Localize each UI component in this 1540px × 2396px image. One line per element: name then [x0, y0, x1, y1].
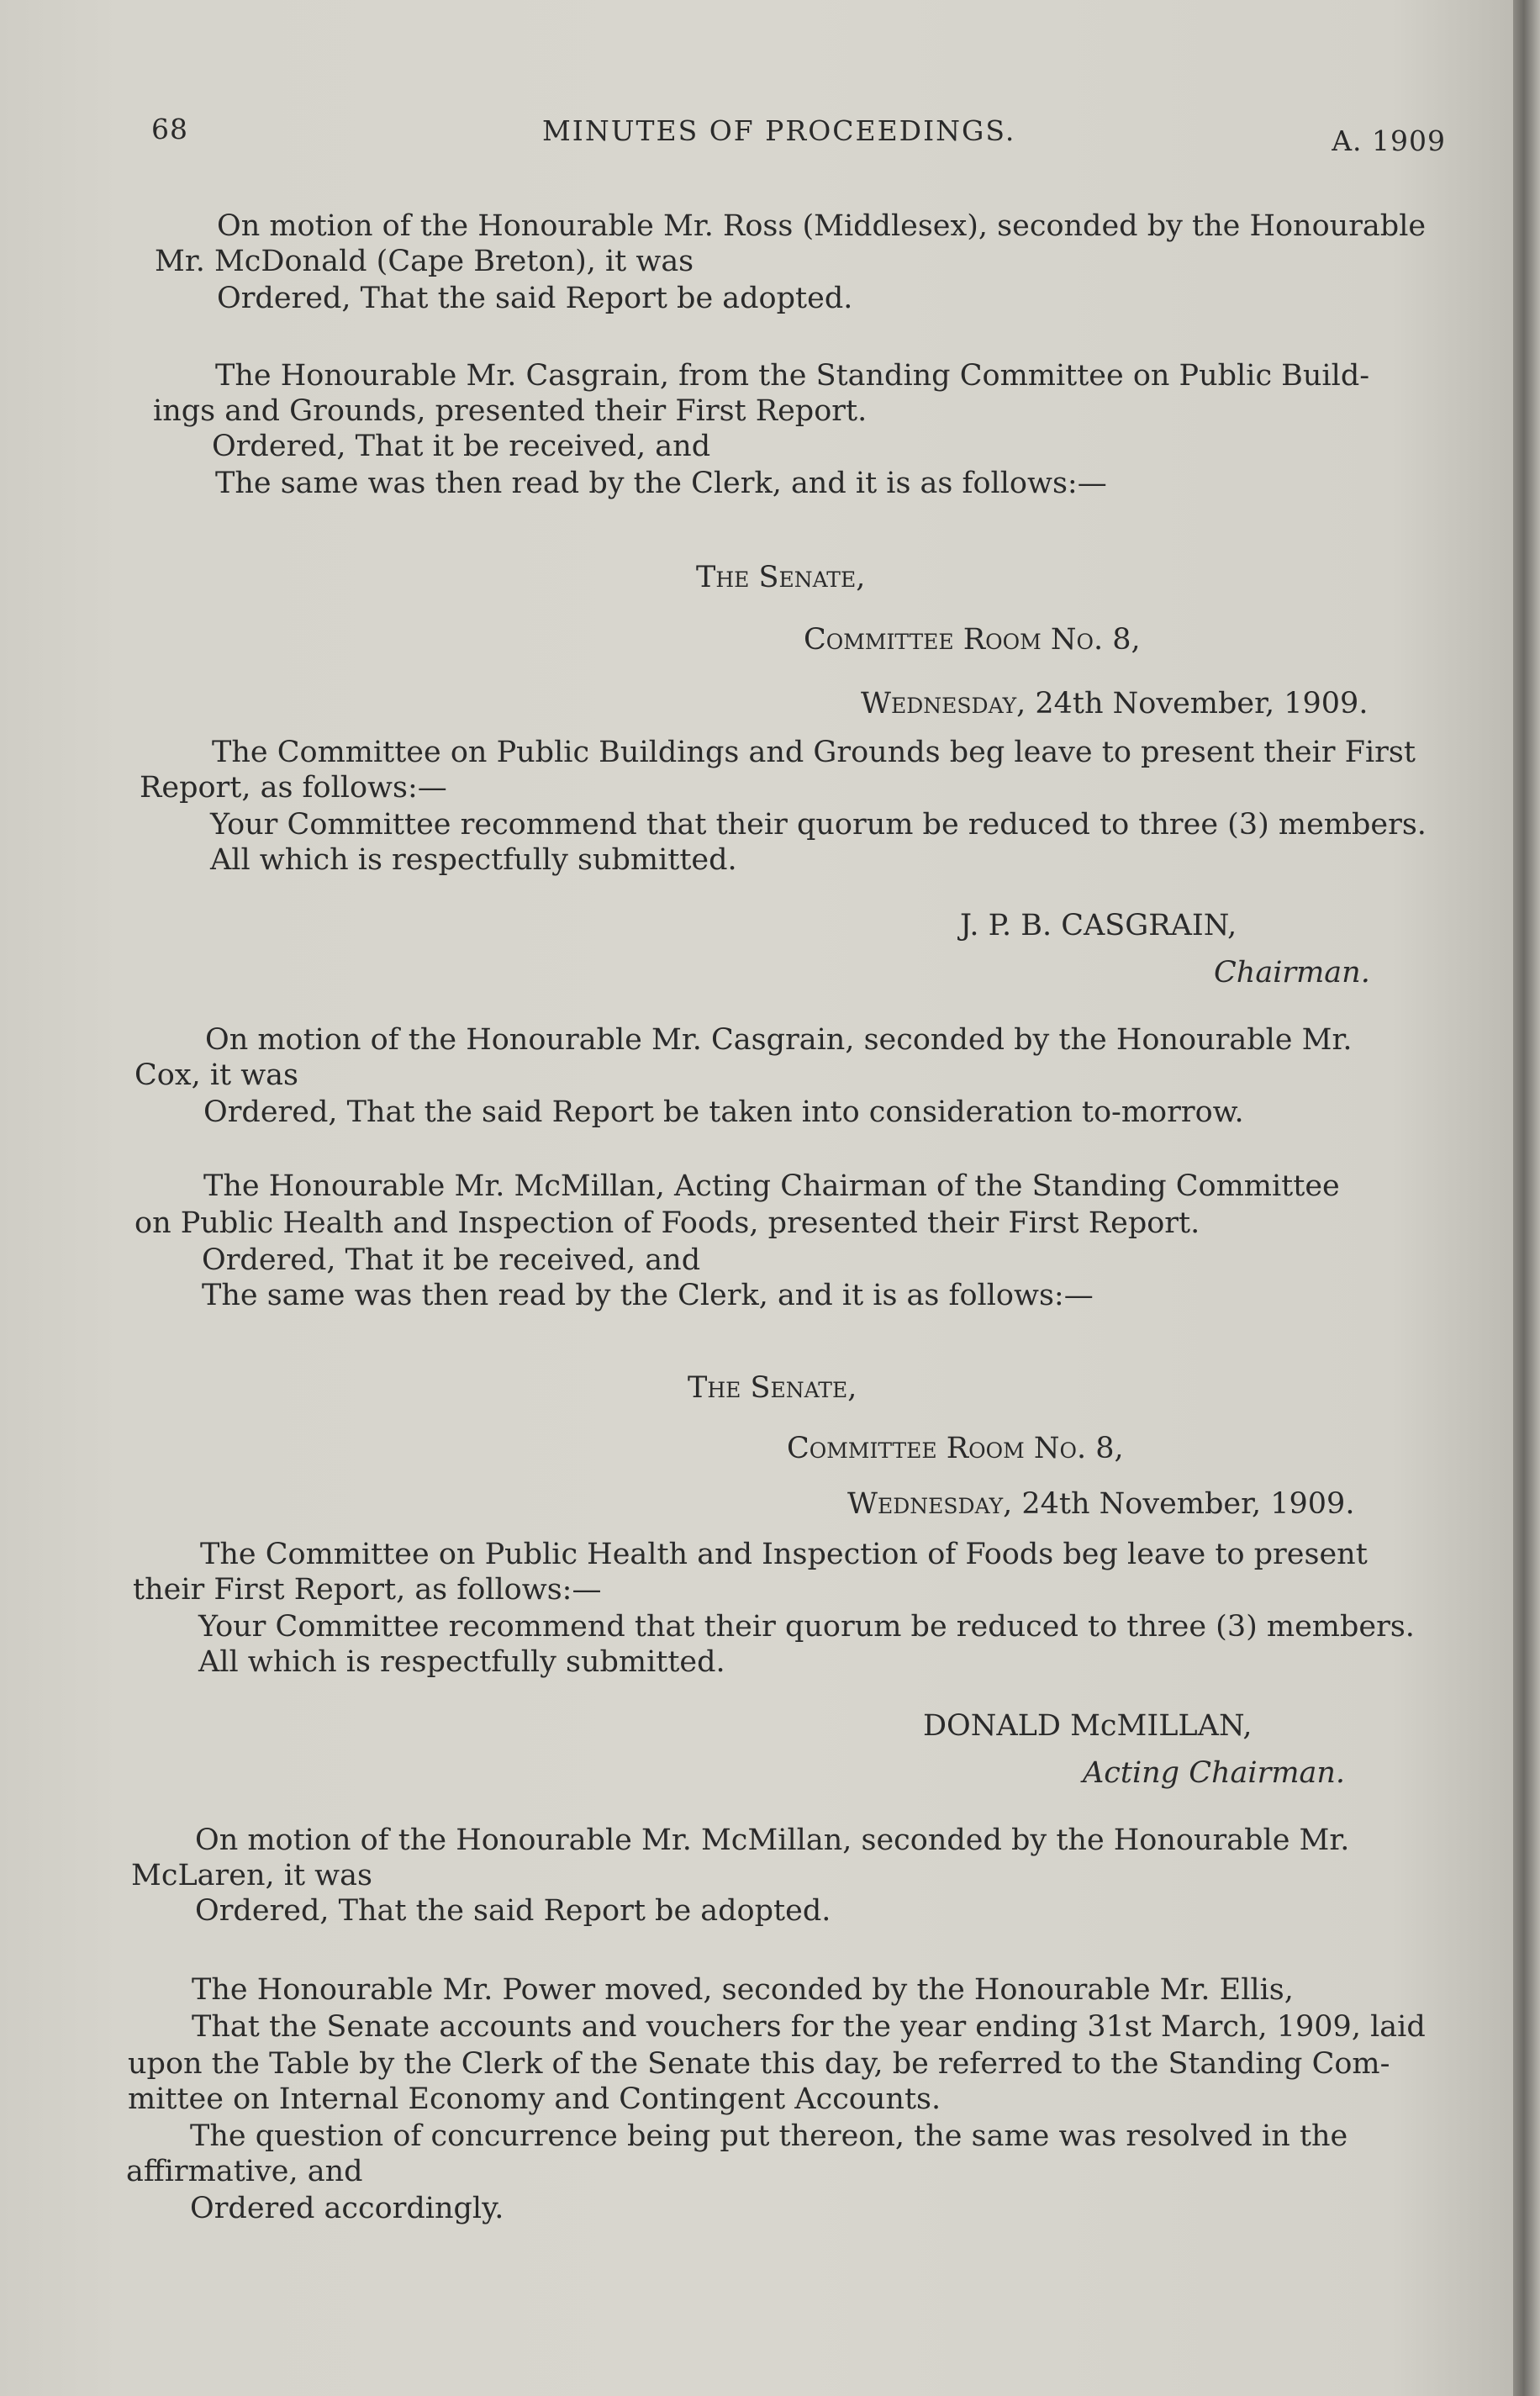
- text-line: The Honourable Mr. Casgrain, from the Standing Committee on Public Build-: [215, 359, 1370, 393]
- signature-title: Acting Chairman.: [1083, 1756, 1346, 1790]
- text-line: ings and Grounds, presented their First Report.: [153, 394, 868, 428]
- text-line: affirmative, and: [126, 2155, 363, 2188]
- report-date: Wednesday, 24th November, 1909.: [847, 1487, 1355, 1521]
- text-line: Mr. McDonald (Cape Breton), it was: [155, 245, 694, 278]
- text-line: On motion of the Honourable Mr. Ross (Middlesex), seconded by the Honourable: [217, 209, 1427, 243]
- text-line: That the Senate accounts and vouchers for the year ending 31st March, 1909, laid: [192, 2010, 1426, 2044]
- report-heading: The Senate,: [688, 1371, 857, 1405]
- signature-name: J. P. B. CASGRAIN,: [960, 909, 1237, 942]
- text-line: mittee on Internal Economy and Contingent Accounts.: [128, 2082, 941, 2116]
- text-line: The same was then read by the Clerk, and it is as follows:—: [202, 1279, 1094, 1312]
- text-line: The Honourable Mr. McMillan, Acting Chairman of the Standing Committee: [203, 1169, 1340, 1203]
- committee-room: Committee Room No. 8,: [787, 1432, 1124, 1465]
- signature-title: Chairman.: [1214, 956, 1370, 990]
- text-line: Your Committee recommend that their quorum be reduced to three (3) members.: [210, 808, 1427, 842]
- text-line: McLaren, it was: [131, 1859, 372, 1892]
- text-line: All which is respectfully submitted.: [198, 1645, 725, 1679]
- text-line: The same was then read by the Clerk, and it is as follows:—: [215, 467, 1107, 500]
- committee-room: Committee Room No. 8,: [804, 623, 1141, 657]
- text-line: Your Committee recommend that their quorum be reduced to three (3) members.: [198, 1610, 1415, 1644]
- text-line: Ordered, That the said Report be adopted.: [195, 1894, 831, 1928]
- text-line: The Committee on Public Buildings and Grounds beg leave to present their First: [212, 736, 1416, 769]
- report-date: Wednesday, 24th November, 1909.: [861, 687, 1369, 720]
- running-title: MINUTES OF PROCEEDINGS.: [542, 114, 1016, 147]
- text-line: Ordered accordingly.: [190, 2192, 504, 2225]
- sessional-year: A. 1909: [1332, 124, 1446, 157]
- text-line: Cox, it was: [134, 1058, 299, 1092]
- text-line: Ordered, That the said Report be adopted.: [217, 282, 853, 315]
- signature-name: DONALD McMILLAN,: [923, 1709, 1253, 1743]
- text-line: The Committee on Public Health and Inspection of Foods beg leave to present: [200, 1538, 1368, 1571]
- page-number: 68: [151, 113, 188, 145]
- text-line: Ordered, That it be received, and: [202, 1243, 701, 1277]
- text-line: Ordered, That the said Report be taken into consideration to-morrow.: [203, 1095, 1244, 1129]
- text-line: On motion of the Honourable Mr. Casgrain, seconded by the Honourable Mr.: [205, 1023, 1353, 1057]
- page-header: [151, 109, 1446, 160]
- text-line: upon the Table by the Clerk of the Senate this day, be referred to the Standing Com-: [128, 2047, 1390, 2081]
- text-line: The Honourable Mr. Power moved, seconded by the Honourable Mr. Ellis,: [192, 1973, 1294, 2007]
- text-line: on Public Health and Inspection of Foods, presented their First Report.: [134, 1206, 1200, 1240]
- text-line: their First Report, as follows:—: [133, 1573, 602, 1607]
- report-heading: The Senate,: [696, 561, 866, 594]
- text-line: Ordered, That it be received, and: [212, 430, 711, 463]
- text-line: The question of concurrence being put thereon, the same was resolved in the: [190, 2119, 1348, 2153]
- text-line: Report, as follows:—: [140, 771, 447, 805]
- text-line: On motion of the Honourable Mr. McMillan, seconded by the Honourable Mr.: [195, 1823, 1350, 1857]
- text-line: All which is respectfully submitted.: [210, 843, 737, 877]
